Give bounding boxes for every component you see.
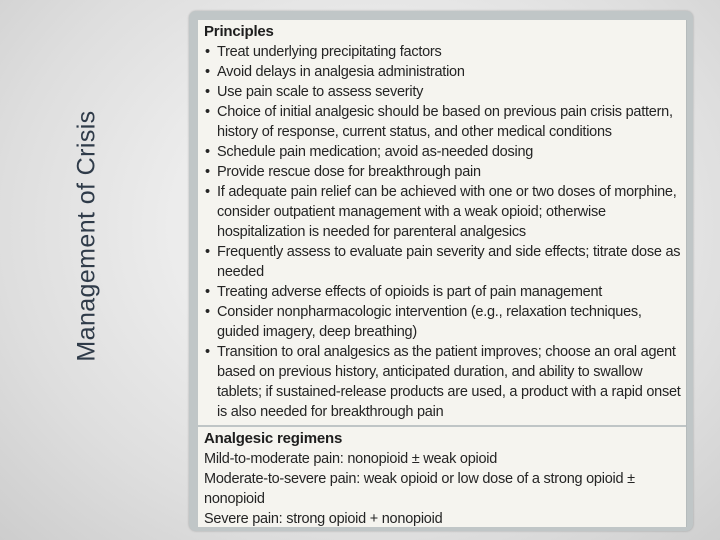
principles-section [198, 20, 686, 422]
principle-item [204, 342, 682, 422]
principle-text: • Treat underlying precipitating factors [217, 44, 442, 60]
slide-title: Management of Crisis [72, 110, 101, 362]
principle-item [204, 82, 682, 102]
regimen-item: Severe pain: strong opioid + nonopioid [204, 511, 443, 527]
principles-heading: Principles [204, 23, 274, 40]
principle-text: • Provide rescue dose for breakthrough pain [217, 164, 481, 180]
principle-item [204, 242, 682, 282]
principle-text: • Consider nonpharmacologic intervention (e.g., relaxation techniques, guided imagery, deep breathing) [217, 304, 642, 340]
principle-text: • Use pain scale to assess severity [217, 84, 424, 100]
principle-text: • If adequate pain relief can be achieved with one or two doses of morphine, consider outpatient management with a weak opioid; otherwise hospitalization is needed for parenteral analgesics [217, 184, 677, 240]
principle-item [204, 102, 682, 142]
regimen-item: Moderate-to-severe pain: weak opioid or low dose of a strong opioid ± nonopioid [204, 471, 635, 507]
principle-text: • Avoid delays in analgesia administration [217, 64, 465, 80]
principle-item [204, 282, 682, 302]
principle-text: • Frequently assess to evaluate pain severity and side effects; titrate dose as needed [217, 244, 681, 280]
principle-item [204, 42, 682, 62]
principle-text: • Transition to oral analgesics as the patient improves; choose an oral agent based on previous history, anticipated duration, and ability to swallow tablets; if sustained-release products are used, a product with a rapid onset is also needed for breakthrough pain [217, 344, 681, 420]
principles-list [204, 42, 682, 422]
principle-text: • Choice of initial analgesic should be based on previous pain crisis pattern, history of response, current status, and other medical conditions [217, 104, 673, 140]
regimen-item: Mild-to-moderate pain: nonopioid ± weak opioid [204, 451, 498, 467]
slide-title-container [62, 8, 112, 463]
document-panel [198, 20, 687, 527]
principle-text: • Schedule pain medication; avoid as-needed dosing [217, 144, 534, 160]
principle-item [204, 302, 682, 342]
principle-text: • Treating adverse effects of opioids is part of pain management [217, 284, 603, 300]
regimens-heading: Analgesic regimens [204, 430, 343, 447]
principle-item [204, 142, 682, 162]
regimens-section [198, 427, 686, 527]
principle-item [204, 182, 682, 242]
principle-item [204, 162, 682, 182]
principle-item [204, 62, 682, 82]
